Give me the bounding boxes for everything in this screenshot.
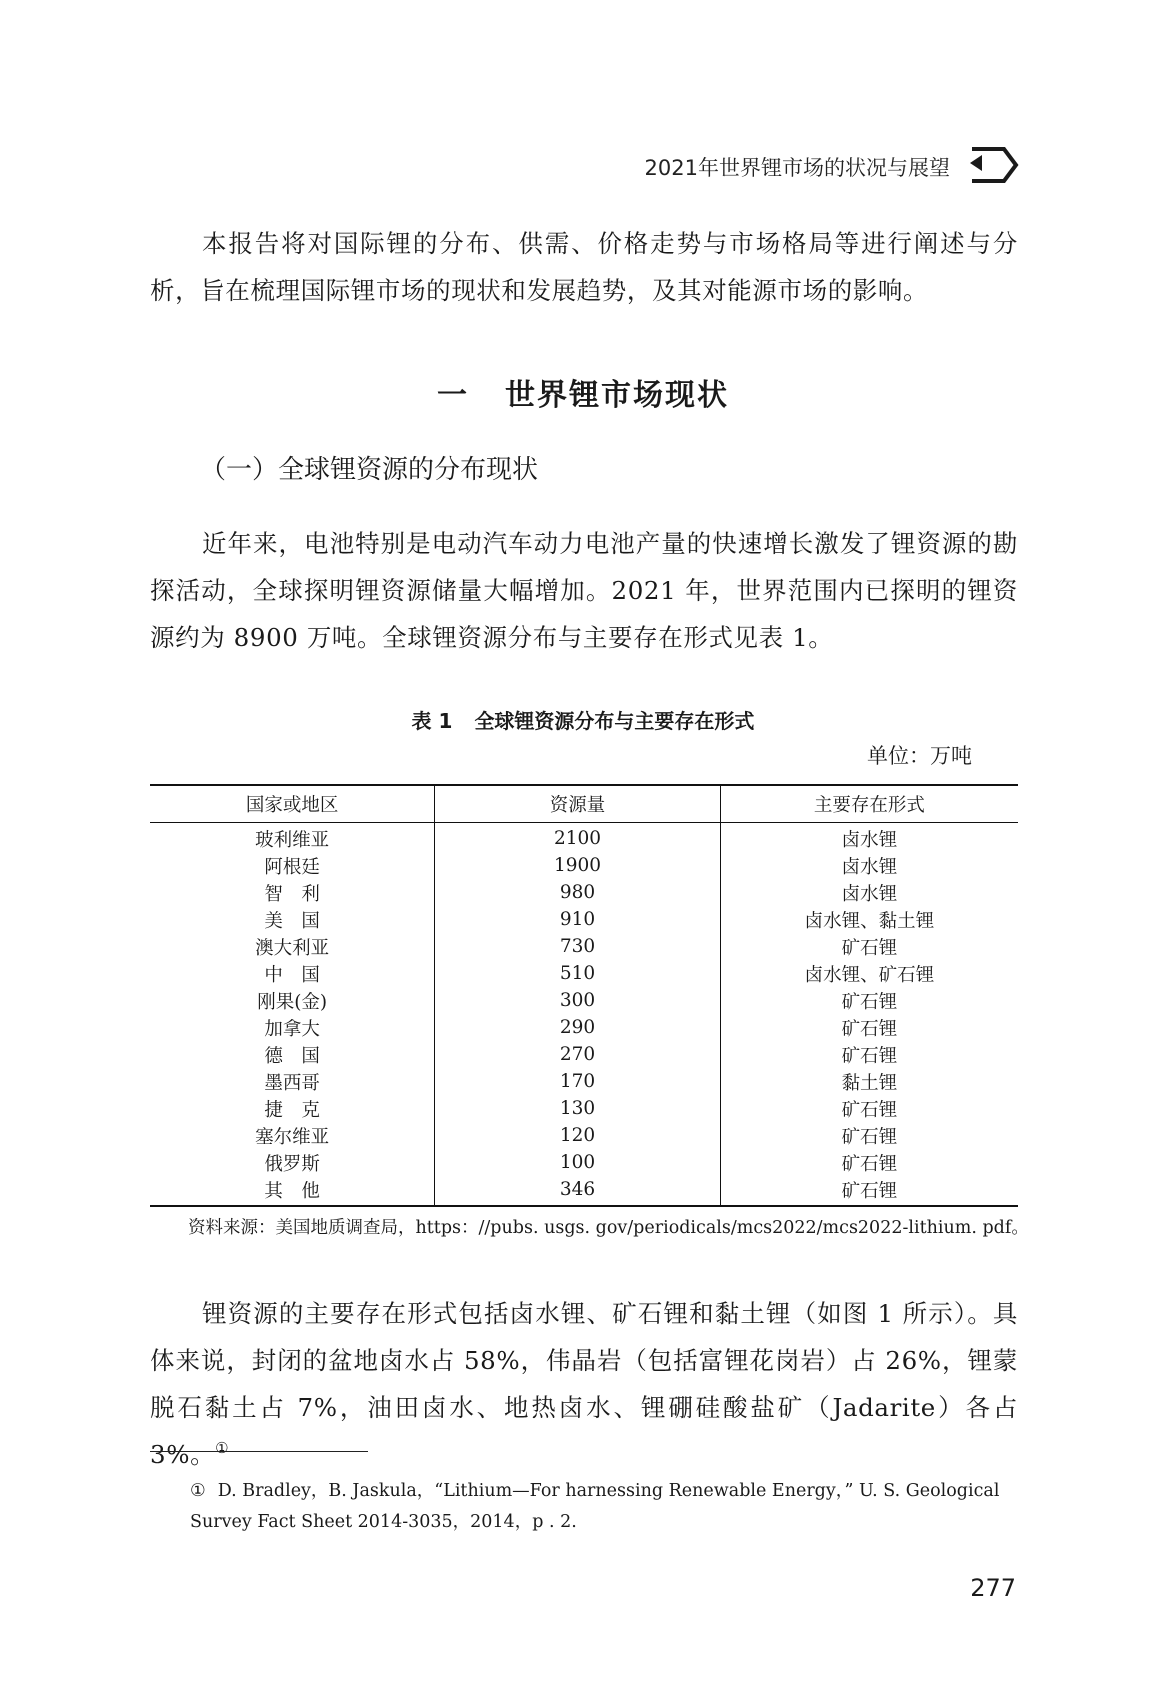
table-row [150,879,1018,906]
cell-region: 俄罗斯 [264,1153,320,1175]
page-number: 277 [970,1574,1016,1602]
lithium-resources-table [150,784,1018,1207]
table-row [150,987,1018,1014]
cell-form: 矿石锂 [720,1041,1018,1068]
footnote-mark: ① [190,1481,206,1501]
cell-amount: 120 [435,1122,720,1149]
table-row [150,1014,1018,1041]
cell-region: 澳大利亚 [255,937,330,959]
cell-form: 卤水锂 [720,879,1018,906]
reserves-paragraph: 近年来，电池特别是电动汽车动力电池产量的快速增长激发了锂资源的勘探活动，全球探明锂资源储量大幅增加。2021 年，世界范围内已探明的锂资源约为 8900 万吨。全球锂资源分布与主要存在形式见表 1。 [150,529,1018,652]
cell-region: 塞尔维亚 [255,1126,330,1148]
subsection-heading: （一）全球锂资源的分布现状 [200,455,539,485]
table-row [150,1149,1018,1176]
intro-paragraph: 本报告将对国际锂的分布、供需、价格走势与市场格局等进行阐述与分析，旨在梳理国际锂市场的现状和发展趋势，及其对能源市场的影响。 [150,229,1018,305]
footnote-text: D. Bradley，B. Jaskula，“Lithium—For harnessing Renewable Energy，” U. S. Geological Survey Fact Sheet 2014-3035，2014，p . 2. [190,1481,1000,1532]
table-row [150,960,1018,987]
cell-form: 矿石锂 [720,933,1018,960]
table-source-note: 资料来源：美国地质调查局，https：//pubs. usgs. gov/periodicals/mcs2022/mcs2022-lithium. pdf。 [188,1218,1029,1238]
forms-paragraph-text: 锂资源的主要存在形式包括卤水锂、矿石锂和黏土锂（如图 1 所示）。具体来说，封闭的盆地卤水占 58%，伟晶岩（包括富锂花岗岩）占 26%，锂蒙脱石黏土占 7%，油田卤水、地热卤水、锂硼硅酸盐矿（Jadarite）各占 3%。 [150,1299,1018,1469]
cell-region: 玻利维亚 [255,829,330,851]
cell-form: 矿石锂 [720,1095,1018,1122]
table-row [150,852,1018,879]
cell-amount: 910 [435,906,720,933]
cell-region: 中 国 [264,964,320,986]
cell-amount: 100 [435,1149,720,1176]
table-row [150,1176,1018,1206]
cell-region: 捷 克 [264,1099,320,1121]
cell-form: 黏土锂 [720,1068,1018,1095]
cell-amount: 510 [435,960,720,987]
cell-amount: 980 [435,879,720,906]
cell-amount: 130 [435,1095,720,1122]
footnote-reference[interactable]: ① [215,1439,230,1457]
table-unit: 单位：万吨 [867,744,972,768]
footnote-divider [150,1451,368,1452]
table-caption-title: 全球锂资源分布与主要存在形式 [474,709,755,733]
footnote [190,1476,1018,1538]
cell-amount: 730 [435,933,720,960]
table-row [150,823,1018,853]
cell-region: 德 国 [264,1045,320,1067]
table-row [150,1122,1018,1149]
column-header-form: 主要存在形式 [720,785,1018,823]
running-head-title: 2021年世界锂市场的状况与展望 [644,156,950,180]
table-row [150,1041,1018,1068]
cell-region: 加拿大 [264,1018,320,1040]
cell-form: 卤水锂、矿石锂 [720,960,1018,987]
cell-amount: 2100 [435,823,720,853]
table-header-row [150,785,1018,823]
cell-region: 其 他 [150,1176,435,1206]
cell-form: 矿石锂 [720,1014,1018,1041]
column-header-region: 国家或地区 [150,785,435,823]
cell-amount: 290 [435,1014,720,1041]
cell-form: 矿石锂 [720,1149,1018,1176]
cell-form: 卤水锂、黏土锂 [720,906,1018,933]
cell-amount: 270 [435,1041,720,1068]
cell-form: 矿石锂 [720,987,1018,1014]
cell-form: 矿石锂 [720,1176,1018,1206]
cell-amount: 1900 [435,852,720,879]
cell-amount: 170 [435,1068,720,1095]
table-row [150,933,1018,960]
section-title: 世界锂市场现状 [505,378,729,413]
cell-form: 卤水锂 [720,823,1018,853]
table-row [150,1068,1018,1095]
section-number: 一 [437,378,469,413]
forms-paragraph [150,1290,1018,1478]
table-row [150,1095,1018,1122]
cell-region: 美 国 [264,910,320,932]
cell-form: 卤水锂 [720,852,1018,879]
table-row [150,906,1018,933]
column-header-amount: 资源量 [435,785,720,823]
cell-region: 刚果(金) [257,991,328,1013]
table-caption [0,705,1166,734]
cell-region: 智 利 [264,883,320,905]
cell-form: 矿石锂 [720,1122,1018,1149]
book-corner-arrow-icon [968,143,1020,187]
cell-amount: 300 [435,987,720,1014]
cell-region: 阿根廷 [264,856,320,878]
cell-region: 墨西哥 [264,1072,320,1094]
section-heading [0,370,1166,414]
table-caption-label: 表 1 [411,709,453,733]
cell-amount: 346 [435,1176,720,1206]
